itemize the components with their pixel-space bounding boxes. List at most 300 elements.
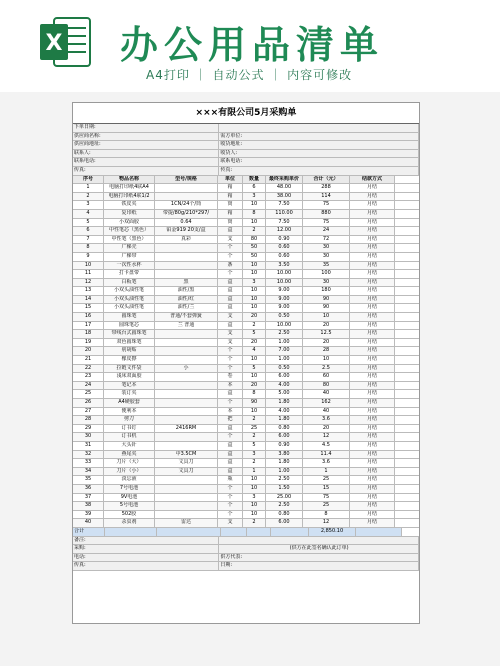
table-cell bbox=[155, 408, 218, 416]
info-label: 收货地址: bbox=[219, 141, 419, 149]
footer-label: 传真: bbox=[73, 562, 219, 570]
table-cell: 162 bbox=[303, 399, 350, 407]
table-cell: 2 bbox=[243, 433, 266, 441]
table-cell: 10 bbox=[243, 476, 266, 484]
table-row bbox=[73, 476, 419, 485]
table-cell: 90 bbox=[303, 296, 350, 304]
footer-label: (供方在此签名确认此订单) bbox=[219, 545, 419, 553]
table-cell: 1 bbox=[73, 184, 104, 192]
table-cell: 15 bbox=[73, 304, 104, 312]
table-cell bbox=[155, 339, 218, 347]
table-cell bbox=[155, 511, 218, 519]
table-cell: 文具刀 bbox=[155, 459, 218, 467]
table-cell: 带线台式圆珠笔 bbox=[104, 330, 155, 338]
table-cell: 5 bbox=[243, 365, 266, 373]
table-row bbox=[73, 494, 419, 503]
table-cell: 50 bbox=[243, 253, 266, 261]
table-cell: 盒 bbox=[218, 425, 243, 433]
info-label: 供应商地址: bbox=[73, 141, 219, 149]
table-cell: 3 bbox=[243, 279, 266, 287]
table-cell: 个 bbox=[218, 356, 243, 364]
table-cell bbox=[155, 442, 218, 450]
table-row bbox=[73, 416, 419, 425]
table-cell: 3.6 bbox=[303, 416, 350, 424]
table-cell: 8 bbox=[243, 390, 266, 398]
table-cell: 真彩 bbox=[155, 236, 218, 244]
table-cell: 淡忘液 bbox=[104, 476, 155, 484]
table-cell: 筒 bbox=[218, 201, 243, 209]
table-cell: 10 bbox=[243, 201, 266, 209]
table-cell: 10 bbox=[243, 270, 266, 278]
table-cell bbox=[155, 184, 218, 192]
table-cell: 10 bbox=[243, 408, 266, 416]
table-cell: 2.50 bbox=[266, 330, 303, 338]
info-label: 联系电话: bbox=[219, 158, 419, 166]
table-cell: 1.00 bbox=[266, 356, 303, 364]
empty-cell bbox=[356, 528, 402, 536]
table-cell: 中性笔（黑色） bbox=[104, 236, 155, 244]
table-cell: 1.80 bbox=[266, 459, 303, 467]
table-cell: 29 bbox=[73, 425, 104, 433]
table-cell: 8 bbox=[73, 244, 104, 252]
table-cell: 1.80 bbox=[266, 416, 303, 424]
table-row bbox=[73, 519, 419, 528]
table-cell: 圆珠笔芯 bbox=[104, 322, 155, 330]
header-row bbox=[73, 176, 419, 185]
table-cell: 3.80 bbox=[266, 451, 303, 459]
table-cell: 复印纸 bbox=[104, 210, 155, 218]
table-header bbox=[73, 176, 419, 185]
table-cell: 80 bbox=[303, 382, 350, 390]
table-cell: 5 bbox=[243, 442, 266, 450]
table-cell: 27 bbox=[73, 408, 104, 416]
table-cell: 月结 bbox=[350, 399, 395, 407]
empty-cell bbox=[221, 528, 247, 536]
info-row bbox=[73, 124, 419, 133]
table-cell: 9.00 bbox=[266, 304, 303, 312]
table-cell: 2 bbox=[243, 416, 266, 424]
table-cell: 25 bbox=[243, 425, 266, 433]
table-row bbox=[73, 339, 419, 348]
table-cell: 16 bbox=[73, 313, 104, 321]
table-cell: 0.50 bbox=[266, 313, 303, 321]
table-cell: 4.00 bbox=[266, 408, 303, 416]
table-cell: 75 bbox=[303, 219, 350, 227]
table-cell: 月结 bbox=[350, 416, 395, 424]
table-row bbox=[73, 373, 419, 382]
table-cell: 3 bbox=[243, 193, 266, 201]
table-cell: 1 bbox=[243, 468, 266, 476]
info-label: 下单日期: bbox=[73, 124, 219, 132]
table-cell: 月结 bbox=[350, 356, 395, 364]
table-cell: 30 bbox=[303, 244, 350, 252]
table-row bbox=[73, 193, 419, 202]
table-cell: 23 bbox=[73, 373, 104, 381]
logo-letter: X bbox=[45, 31, 63, 56]
table-cell: 箱 bbox=[218, 210, 243, 218]
table-cell: 个 bbox=[218, 502, 243, 510]
table-cell: 一次性水杯 bbox=[104, 262, 155, 270]
footer-row bbox=[73, 545, 419, 554]
table-cell: 12.00 bbox=[266, 227, 303, 235]
table-cell: 0.60 bbox=[266, 253, 303, 261]
table-cell bbox=[155, 356, 218, 364]
footer-label: 采购: bbox=[73, 545, 219, 553]
table-cell: 14 bbox=[73, 296, 104, 304]
table-row bbox=[73, 253, 419, 262]
table-cell: 刀片（大） bbox=[104, 459, 155, 467]
total-value: 2,850.10 bbox=[309, 528, 356, 536]
table-cell bbox=[155, 373, 218, 381]
table-row bbox=[73, 390, 419, 399]
table-cell: 20 bbox=[243, 339, 266, 347]
table-row bbox=[73, 262, 419, 271]
table-cell bbox=[155, 270, 218, 278]
table-cell bbox=[155, 502, 218, 510]
total-row-line bbox=[73, 528, 419, 537]
table-cell: 10 bbox=[243, 502, 266, 510]
table-cell: 7.50 bbox=[266, 219, 303, 227]
table-cell: 浅床双面胶 bbox=[104, 373, 155, 381]
table-cell: 月结 bbox=[350, 459, 395, 467]
table-cell: 288 bbox=[303, 184, 350, 192]
table-cell: 剪刀 bbox=[104, 416, 155, 424]
table-cell: 4 bbox=[243, 347, 266, 355]
table-cell: 月结 bbox=[350, 494, 395, 502]
table-cell: 10 bbox=[243, 262, 266, 270]
table-cell: 月结 bbox=[350, 184, 395, 192]
table-row bbox=[73, 219, 419, 228]
table-row bbox=[73, 382, 419, 391]
table-cell: 6.00 bbox=[266, 373, 303, 381]
table-cell: 兰 普通 bbox=[155, 322, 218, 330]
table-cell: 10 bbox=[243, 511, 266, 519]
table-cell bbox=[155, 390, 218, 398]
table-cell: 盒 bbox=[218, 451, 243, 459]
table-cell: 月结 bbox=[350, 236, 395, 244]
table-cell: 34 bbox=[73, 468, 104, 476]
table-cell: 个 bbox=[218, 365, 243, 373]
table-cell: 12 bbox=[73, 279, 104, 287]
table-cell: 40 bbox=[73, 519, 104, 527]
table-cell: 箱 bbox=[218, 184, 243, 192]
table-cell: 盒 bbox=[218, 304, 243, 312]
table-cell: 4.00 bbox=[266, 382, 303, 390]
table-cell: 燕尾夹 bbox=[104, 451, 155, 459]
table-cell: 支 bbox=[218, 519, 243, 527]
table-cell: 个 bbox=[218, 253, 243, 261]
table-row bbox=[73, 279, 419, 288]
table-cell: 28 bbox=[73, 416, 104, 424]
table-cell: 2 bbox=[243, 227, 266, 235]
table-cell bbox=[155, 476, 218, 484]
table-row bbox=[73, 399, 419, 408]
spreadsheet-sheet bbox=[72, 102, 420, 624]
table-cell: 月结 bbox=[350, 365, 395, 373]
table-cell: 20 bbox=[243, 313, 266, 321]
table-cell bbox=[155, 193, 218, 201]
table-body bbox=[73, 184, 419, 528]
table-cell: 31 bbox=[73, 442, 104, 450]
table-cell bbox=[155, 244, 218, 252]
table-cell: 37 bbox=[73, 494, 104, 502]
table-cell: 1.50 bbox=[266, 485, 303, 493]
table-row bbox=[73, 468, 419, 477]
table-cell: 40 bbox=[303, 390, 350, 398]
table-cell: 10 bbox=[243, 287, 266, 295]
table-cell: 杀虫剂 bbox=[104, 519, 155, 527]
table-row bbox=[73, 485, 419, 494]
table-cell: 72 bbox=[303, 236, 350, 244]
table-cell: 筒 bbox=[218, 219, 243, 227]
empty-cell bbox=[157, 528, 221, 536]
table-row bbox=[73, 210, 419, 219]
table-cell bbox=[155, 399, 218, 407]
table-cell: 13 bbox=[73, 287, 104, 295]
table-cell: 中3.5CM bbox=[155, 451, 218, 459]
footer-section bbox=[73, 537, 419, 571]
page-title: 办公用品清单 bbox=[120, 22, 385, 67]
table-cell: 雷达 bbox=[155, 519, 218, 527]
table-cell: 个 bbox=[218, 433, 243, 441]
table-cell: 10 bbox=[303, 356, 350, 364]
table-cell: 文具刀 bbox=[155, 468, 218, 476]
table-cell: 12.5 bbox=[303, 330, 350, 338]
table-cell: 5 bbox=[243, 330, 266, 338]
table-cell: 114 bbox=[303, 193, 350, 201]
table-cell: 10.00 bbox=[266, 279, 303, 287]
table-cell: 月结 bbox=[350, 279, 395, 287]
table-cell: 28 bbox=[303, 347, 350, 355]
table-cell: 铁皮夹 bbox=[104, 201, 155, 209]
table-cell bbox=[155, 494, 218, 502]
table-cell: 26 bbox=[73, 399, 104, 407]
footer-row bbox=[73, 554, 419, 563]
table-cell: 盒 bbox=[218, 468, 243, 476]
table-cell: 75 bbox=[303, 201, 350, 209]
table-cell: 小双头油性笔 bbox=[104, 304, 155, 312]
table-row bbox=[73, 322, 419, 331]
table-cell: 小 bbox=[155, 365, 218, 373]
table-cell: 7.50 bbox=[266, 201, 303, 209]
table-row bbox=[73, 296, 419, 305]
table-cell: 25.00 bbox=[266, 494, 303, 502]
table-cell: 10 bbox=[243, 296, 266, 304]
table-cell: 20 bbox=[303, 339, 350, 347]
table-row bbox=[73, 201, 419, 210]
table-cell: 5.00 bbox=[266, 390, 303, 398]
info-label bbox=[219, 124, 419, 132]
table-cell: 0.80 bbox=[266, 425, 303, 433]
table-cell: 铂金919 20支/盒 bbox=[155, 227, 218, 235]
column-header: 结款方式 bbox=[350, 176, 395, 184]
table-cell: 20 bbox=[73, 347, 104, 355]
table-cell: 月结 bbox=[350, 390, 395, 398]
table-cell: 2 bbox=[243, 322, 266, 330]
table-cell: 月结 bbox=[350, 219, 395, 227]
table-cell: 2 bbox=[243, 519, 266, 527]
table-cell: 35 bbox=[303, 262, 350, 270]
table-cell: 个 bbox=[218, 494, 243, 502]
table-cell: 80 bbox=[243, 236, 266, 244]
footer-label: 供方代表: bbox=[219, 554, 419, 562]
table-cell: 盒 bbox=[218, 390, 243, 398]
table-cell: 6 bbox=[243, 184, 266, 192]
table-row bbox=[73, 270, 419, 279]
table-cell: 支 bbox=[218, 330, 243, 338]
table-cell: 别胡贴 bbox=[104, 347, 155, 355]
table-row bbox=[73, 347, 419, 356]
table-cell: 月结 bbox=[350, 313, 395, 321]
table-cell: 盒 bbox=[218, 279, 243, 287]
table-cell: 60 bbox=[303, 373, 350, 381]
footer-label: 电话: bbox=[73, 554, 219, 562]
empty-cell bbox=[247, 528, 271, 536]
table-cell: 35 bbox=[73, 476, 104, 484]
table-cell: 打卡盘带 bbox=[104, 270, 155, 278]
table-cell: 38.00 bbox=[266, 193, 303, 201]
total-row bbox=[73, 528, 419, 537]
empty-cell bbox=[105, 528, 157, 536]
table-cell: 5 bbox=[73, 219, 104, 227]
table-cell: 电脑打印纸4联A4 bbox=[104, 184, 155, 192]
table-cell: 月结 bbox=[350, 425, 395, 433]
table-cell: 月结 bbox=[350, 382, 395, 390]
table-cell: 月结 bbox=[350, 201, 395, 209]
table-cell: 橡皮擦 bbox=[104, 356, 155, 364]
table-row bbox=[73, 313, 419, 322]
table-cell: 10 bbox=[243, 485, 266, 493]
table-cell: 0.60 bbox=[266, 244, 303, 252]
table-cell: 油性/黑 bbox=[155, 287, 218, 295]
table-cell: 月结 bbox=[350, 347, 395, 355]
table-cell: 月结 bbox=[350, 408, 395, 416]
table-cell: 广梯带 bbox=[104, 253, 155, 261]
column-header: 物品名称 bbox=[104, 176, 155, 184]
table-cell: 502胶 bbox=[104, 511, 155, 519]
table-cell: 笔记本 bbox=[104, 382, 155, 390]
table-cell: 3.6 bbox=[303, 459, 350, 467]
table-cell: 月结 bbox=[350, 227, 395, 235]
table-row bbox=[73, 304, 419, 313]
table-cell: 880 bbox=[303, 210, 350, 218]
table-cell: 圆珠笔 bbox=[104, 313, 155, 321]
table-cell: 110.00 bbox=[266, 210, 303, 218]
table-row bbox=[73, 451, 419, 460]
table-cell: 18 bbox=[73, 330, 104, 338]
table-cell: 月结 bbox=[350, 373, 395, 381]
table-cell: 25 bbox=[303, 476, 350, 484]
info-row bbox=[73, 133, 419, 142]
table-cell: 30 bbox=[303, 253, 350, 261]
table-row bbox=[73, 227, 419, 236]
table-cell bbox=[155, 485, 218, 493]
table-cell bbox=[155, 382, 218, 390]
table-row bbox=[73, 433, 419, 442]
info-row bbox=[73, 167, 419, 176]
table-cell: 6.00 bbox=[266, 433, 303, 441]
info-label: 收货人: bbox=[219, 150, 419, 158]
table-cell: 盒 bbox=[218, 459, 243, 467]
table-cell: 9V电池 bbox=[104, 494, 155, 502]
table-cell: 9 bbox=[73, 253, 104, 261]
footer-row bbox=[73, 537, 419, 546]
table-cell: 月结 bbox=[350, 433, 395, 441]
column-header: 单位 bbox=[218, 176, 243, 184]
table-cell: 月结 bbox=[350, 296, 395, 304]
table-cell: 180 bbox=[303, 287, 350, 295]
table-cell: 个 bbox=[218, 347, 243, 355]
table-cell bbox=[155, 253, 218, 261]
table-cell: 个 bbox=[218, 270, 243, 278]
table-cell: 0.90 bbox=[266, 236, 303, 244]
table-cell: 5号电池 bbox=[104, 502, 155, 510]
table-cell: 19 bbox=[73, 339, 104, 347]
table-cell bbox=[155, 262, 218, 270]
table-cell: 中性笔芯（黑色） bbox=[104, 227, 155, 235]
table-cell: 2 bbox=[243, 459, 266, 467]
table-cell: 50 bbox=[243, 244, 266, 252]
table-cell: 月结 bbox=[350, 270, 395, 278]
table-cell: 40 bbox=[303, 408, 350, 416]
table-cell: 拉链文件袋 bbox=[104, 365, 155, 373]
table-cell: 10 bbox=[303, 313, 350, 321]
table-cell: 6 bbox=[73, 227, 104, 235]
table-cell: 盒 bbox=[218, 287, 243, 295]
table-row bbox=[73, 356, 419, 365]
table-row bbox=[73, 459, 419, 468]
table-cell: 个 bbox=[218, 511, 243, 519]
table-cell: 盒 bbox=[218, 442, 243, 450]
table-cell: 2.50 bbox=[266, 476, 303, 484]
table-cell: 月结 bbox=[350, 253, 395, 261]
table-cell: 3 bbox=[243, 451, 266, 459]
table-cell: 个 bbox=[218, 485, 243, 493]
table-cell: 刀片（小） bbox=[104, 468, 155, 476]
table-cell: 带提/80g/210*297/ bbox=[155, 210, 218, 218]
table-cell: 24 bbox=[73, 382, 104, 390]
table-cell: 3.50 bbox=[266, 262, 303, 270]
table-cell: 90 bbox=[303, 304, 350, 312]
table-cell: 瓶 bbox=[218, 476, 243, 484]
table-cell: 90 bbox=[243, 399, 266, 407]
table-cell: 9.00 bbox=[266, 287, 303, 295]
table-cell: 7号电池 bbox=[104, 485, 155, 493]
table-cell: 油性/红 bbox=[155, 296, 218, 304]
table-cell: 21 bbox=[73, 356, 104, 364]
table-cell: 10 bbox=[243, 304, 266, 312]
table-cell: 月结 bbox=[350, 451, 395, 459]
column-header: 序号 bbox=[73, 176, 104, 184]
table-cell bbox=[155, 347, 218, 355]
table-cell bbox=[155, 330, 218, 338]
table-cell: 7 bbox=[73, 236, 104, 244]
table-cell: 月结 bbox=[350, 442, 395, 450]
table-cell: 100 bbox=[303, 270, 350, 278]
table-cell: 2.5 bbox=[303, 365, 350, 373]
table-cell: 月结 bbox=[350, 511, 395, 519]
table-cell: 9.00 bbox=[266, 296, 303, 304]
table-cell: 小双头油性笔 bbox=[104, 287, 155, 295]
table-cell: 38 bbox=[73, 502, 104, 510]
table-cell bbox=[155, 433, 218, 441]
table-cell: 月结 bbox=[350, 468, 395, 476]
table-cell: 大头针 bbox=[104, 442, 155, 450]
table-row bbox=[73, 184, 419, 193]
info-section bbox=[73, 124, 419, 176]
table-cell: 3 bbox=[73, 201, 104, 209]
info-label: 传真: bbox=[219, 167, 419, 175]
